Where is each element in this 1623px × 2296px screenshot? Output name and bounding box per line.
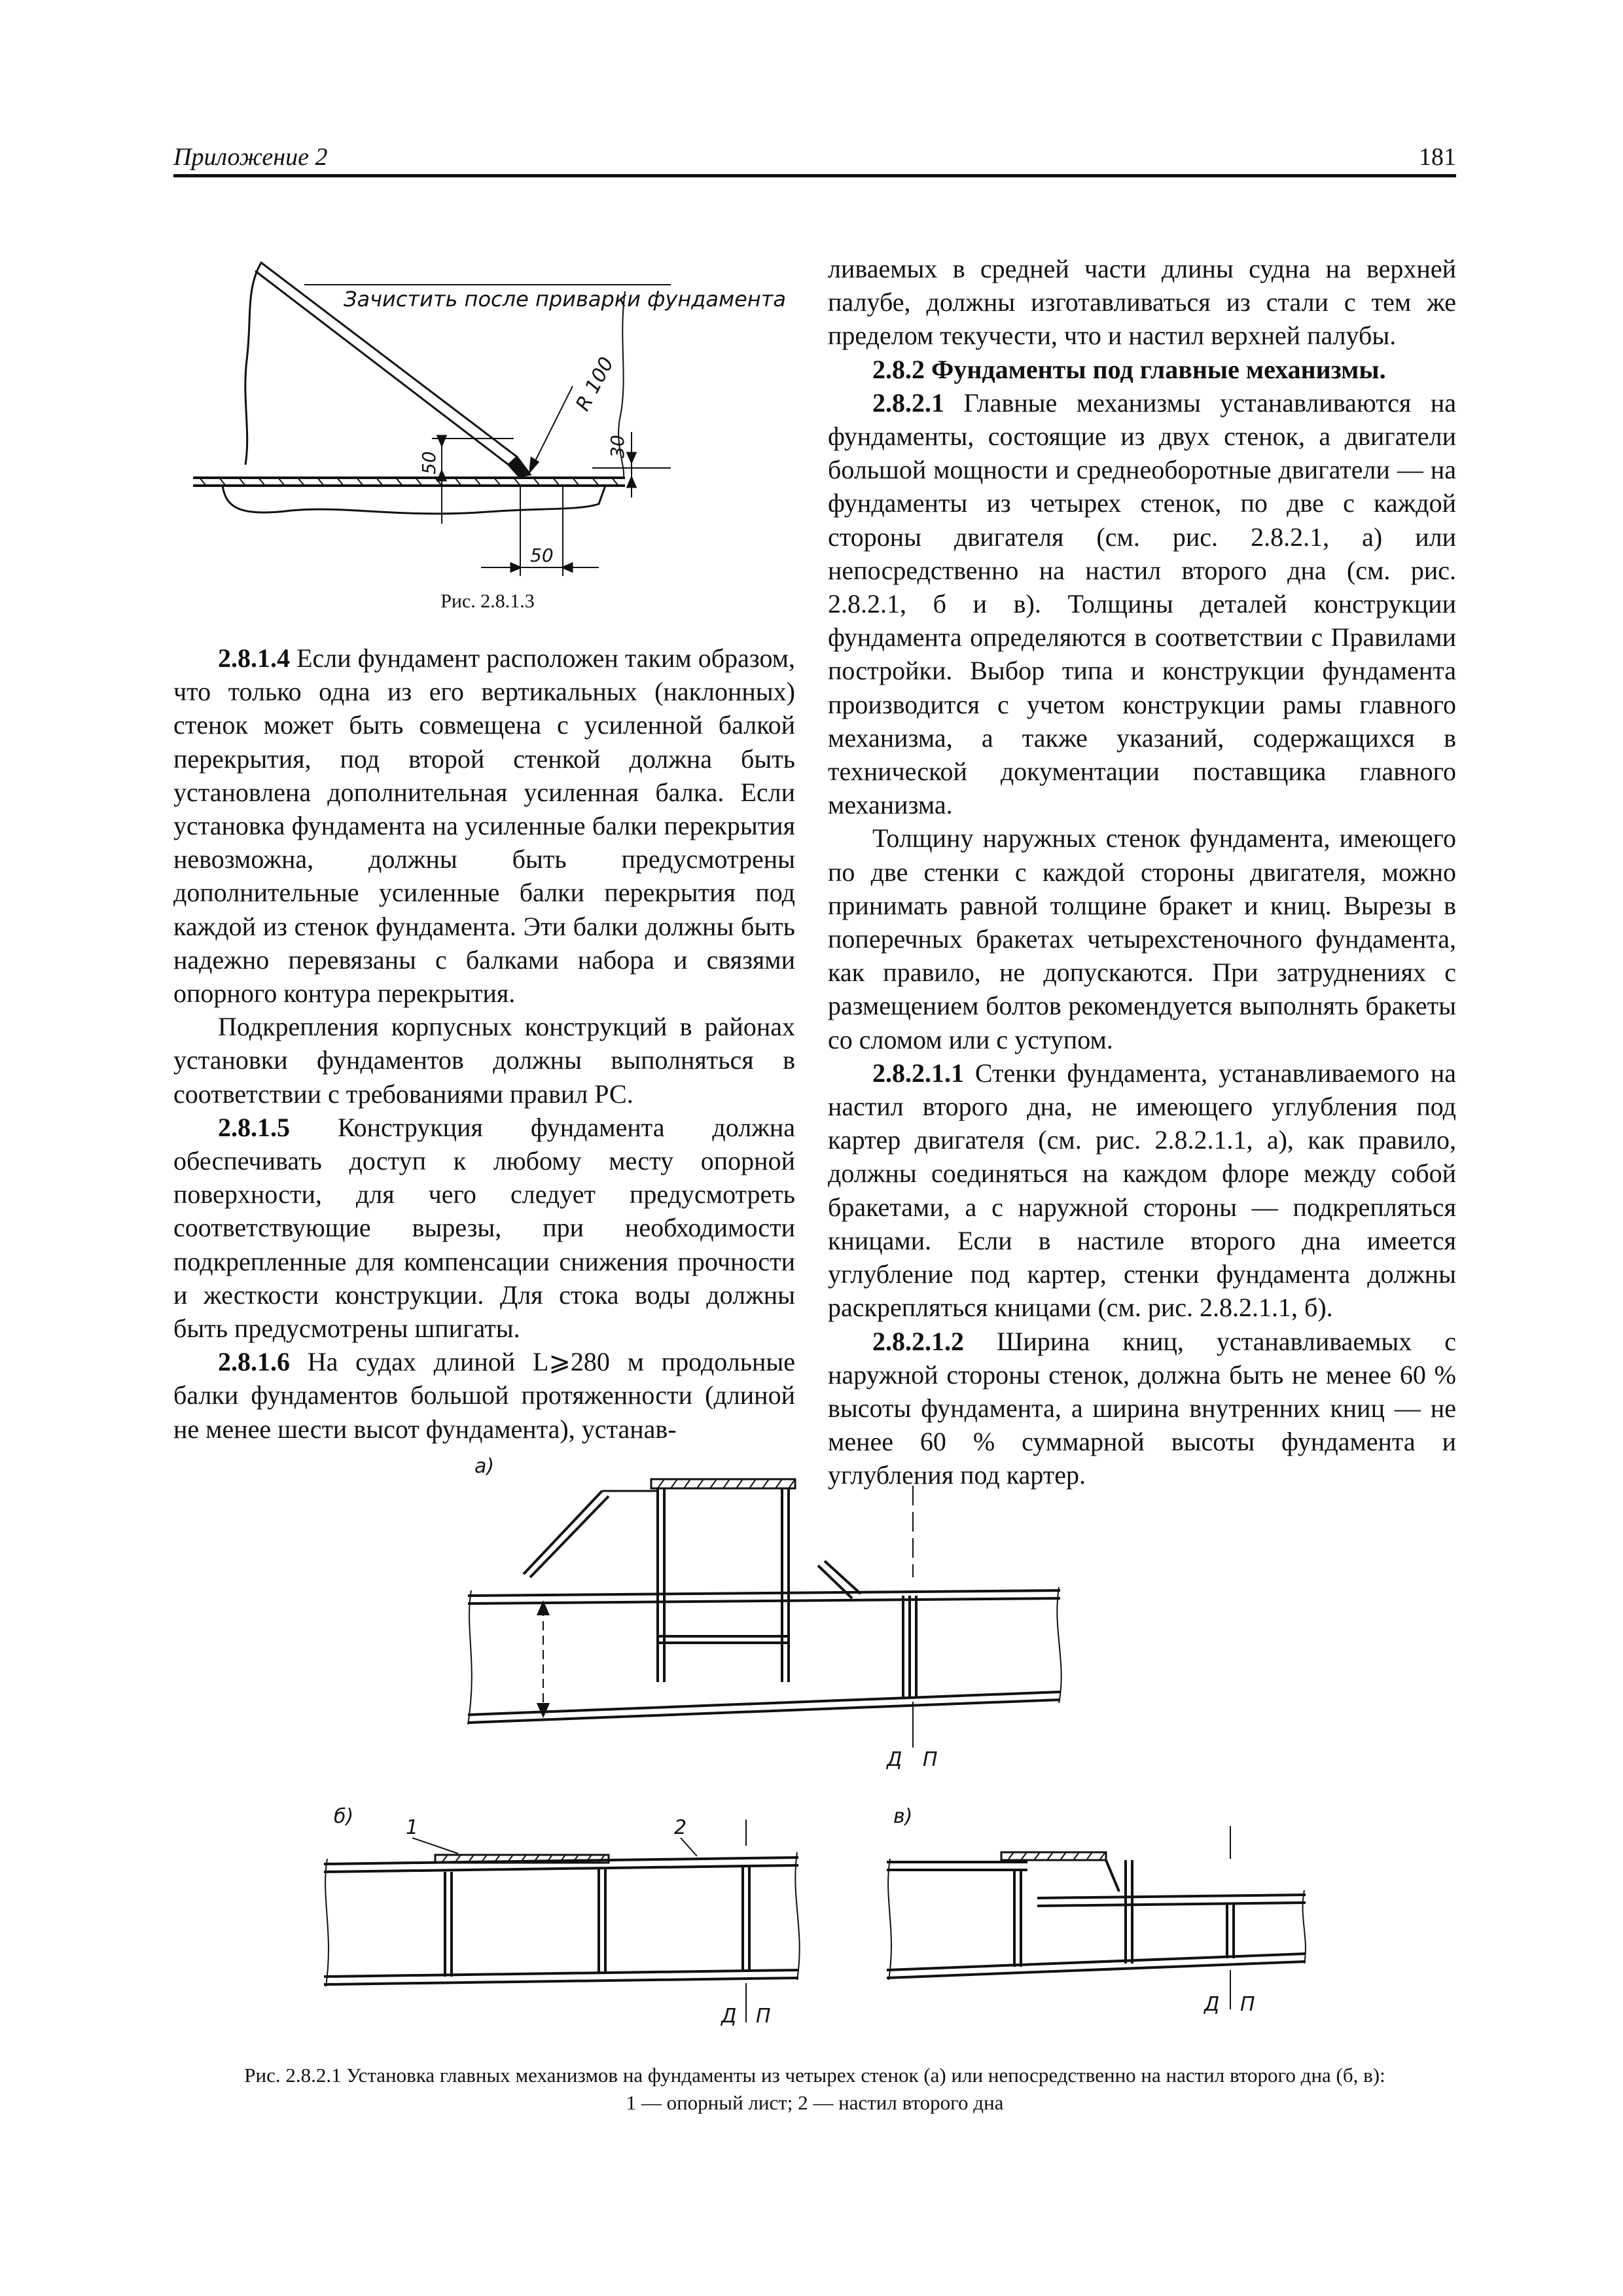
label-P-b: П [756, 2005, 771, 2028]
label-1-support-plate: 1 [406, 1816, 419, 1839]
section-heading-2-8-2 [828, 353, 1456, 386]
paragraph-text: Подкрепления корпусных конструкций в районах установки фундаментов должны выполняться в соответствии с требованиями правил РС. [173, 1012, 795, 1109]
diagram-b [324, 1820, 800, 2022]
paragraph-wall-thickness [828, 821, 1456, 1056]
left-column [173, 641, 795, 1446]
label-2-second-bottom: 2 [674, 1816, 687, 1839]
clause-number: 2.8.1.5 [218, 1112, 290, 1142]
dim-50-vertical: 50 [418, 451, 440, 475]
dim-radius: R 100 [571, 353, 619, 415]
paragraph-continuation [828, 252, 1456, 353]
page-header [173, 143, 1456, 175]
label-D-b: Д [721, 2005, 737, 2028]
clause-number: 2.8.2.1.2 [872, 1326, 964, 1356]
figure-2-caption [173, 2062, 1456, 2117]
label-D-a: Д [887, 1748, 902, 1771]
figure-foundation-weld-detail [173, 249, 802, 589]
dim-50-horizontal: 50 [530, 545, 554, 566]
paragraph-2-8-2-1-1 [828, 1056, 1456, 1325]
label-P-a: П [923, 1748, 938, 1771]
clause-number: 2.8.1.6 [218, 1347, 290, 1377]
paragraph-text: ливаемых в средней части длины судна на верхней палубе, должны изготавливаться из стали с тем же пределом текучести, что и настил верхней палубы. [828, 254, 1456, 351]
clause-number: 2.8.1.4 [218, 643, 290, 673]
caption-line-2: 1 — опорный лист; 2 — настил второго дна [626, 2091, 1004, 2114]
header-rule [173, 174, 1456, 177]
label-a: а) [474, 1455, 495, 1478]
label-v: в) [893, 1805, 913, 1828]
figure-main-engine-foundations [288, 1446, 1348, 2055]
paragraph-2-8-1-5 [173, 1111, 795, 1345]
dim-30: 30 [607, 435, 628, 458]
paragraph-text: На судах длиной L⩾280 м продольные балки фундаментов большой протяженности (длиной не менее шести высот фундамента), устанав- [173, 1347, 795, 1444]
clause-number: 2.8.2.1 [872, 387, 944, 418]
caption-line-1: Рис. 2.8.2.1 Установка главных механизмов на фундаменты из четырех стенок (а) или непосредственно на настил второго дна (б, в): [244, 2064, 1385, 2087]
diagram-v [887, 1826, 1306, 2009]
page-number: 181 [1419, 143, 1456, 171]
right-column [828, 252, 1456, 1492]
annotation-clean-after-welding: Зачистить после приварки фундамента [344, 287, 786, 312]
paragraph-text: Главные механизмы устанавливаются на фундаменты, состоящие из двух стенок, а двигатели большой мощности и среднеоборотные двигатели — на фундаменты из четырех стенок, по две с каждой стороны двигателя (см. рис. 2.8.2.1, а) или непосредственно на настил второго дна (см. рис. 2.8.2.1, б и в). Толщины деталей конструкции фундамента определяются в соответствии с Правилами постройки. Выбор типа и конструкции фундамента производится с учетом конструкции рамы главного механизма, а также указаний, содержащихся в технической документации поставщика главного механизма. [828, 387, 1456, 820]
clause-number: 2.8.2.1.1 [872, 1058, 964, 1088]
label-b: б) [334, 1805, 354, 1828]
break-line-left [245, 262, 262, 465]
figure-1-caption: Рис. 2.8.1.3 [440, 590, 535, 612]
paragraph-text: Конструкция фундамента должна обеспечивать доступ к любому месту опорной поверхности, для чего следует предусмотреть соответствующие вырезы, при необходимости подкрепленные для компенсации снижения прочности и жесткости конструкции. Для стока воды должны быть предусмотрены шпигаты. [173, 1112, 795, 1344]
label-P-v: П [1240, 1993, 1255, 2016]
paragraph-reinforcement [173, 1010, 795, 1111]
paragraph-text: Если фундамент расположен таким образом, что только одна из его вертикальных (наклонных) стенок может быть совмещена с усиленной балкой перекрытия, под второй стенкой должна быть установлена дополнительная усиленная балка. Если установка фундамента на усиленные балки перекрытия невозможна, должны быть предусмотрены дополнительные усиленные балки перекрытия под каждой из стенок фундамента. Эти балки должны быть надежно перевязаны с балками набора и связями опорного контура перекрытия. [173, 643, 795, 1009]
paragraph-text: Стенки фундамента, устанавливаемого на настил второго дна, не имеющего углубления под картер двигателя (см. рис. 2.8.2.1.1, а), как правило, должны соединяться на каждом флоре между собой бракетами, а с наружной стороны — подкрепляться кницами. Если в настиле второго дна имеется углубление под картер, стенки фундамента должны раскрепляться кницами (см. рис. 2.8.2.1.1, б). [828, 1058, 1456, 1323]
heading-text: 2.8.2 Фундаменты под главные механизмы. [872, 354, 1386, 384]
paragraph-2-8-2-1 [828, 386, 1456, 822]
paragraph-2-8-1-6 [173, 1345, 795, 1446]
paragraph-text: Толщину наружных стенок фундамента, имеющего по две стенки с каждой стороны двигателя, можно принимать равной толщине бракет и книц. Вырезы в поперечных бракетах четырехстеночного фундамента, как правило, не допускаются. При затруднениях с размещением болтов рекомендуется выполнять бракеты со сломом или с уступом. [828, 823, 1456, 1054]
label-D-v: Д [1204, 1993, 1220, 2016]
paragraph-text: Ширина книц, устанавливаемых с наружной стороны стенок, должна быть не менее 60 % высоты фундамента, а ширина внутренних книц — не менее 60 % суммарной высоты фундамента и углубления под картер. [828, 1326, 1456, 1490]
diagram-a [468, 1479, 1061, 1748]
section-title: Приложение 2 [173, 143, 328, 171]
paragraph-2-8-1-4 [173, 641, 795, 1010]
